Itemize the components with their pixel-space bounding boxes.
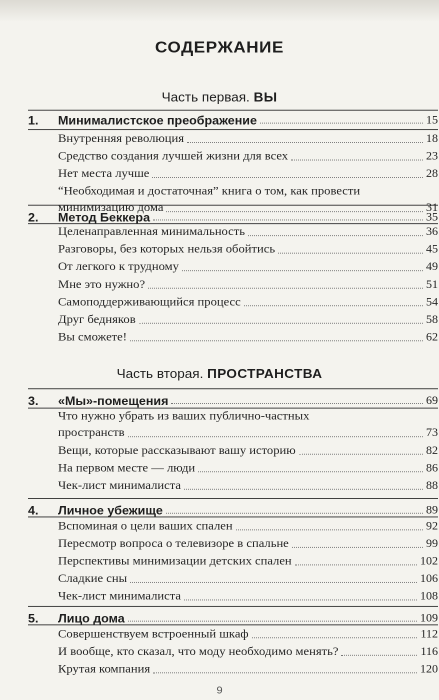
dot-leader — [292, 547, 423, 548]
page-number: 58 — [426, 312, 438, 326]
part-name: ВЫ — [253, 90, 278, 105]
page-number: 88 — [426, 478, 438, 492]
part-heading-1 — [0, 90, 439, 104]
page-number: 106 — [420, 571, 438, 585]
section-entry[interactable] — [58, 477, 438, 494]
page-number: 99 — [426, 536, 438, 550]
part-label: Часть вторая. — [116, 367, 204, 381]
section-title: От легкого к трудному — [58, 260, 179, 274]
section-title: И вообще, кто сказал, что моду необходимо менять? — [58, 644, 339, 658]
section-title: Вы сможете! — [58, 330, 127, 344]
section-entry[interactable] — [58, 148, 438, 165]
section-entry[interactable] — [58, 625, 438, 642]
page-number: 51 — [426, 277, 438, 291]
section-entry[interactable] — [58, 552, 438, 569]
page-number: 112 — [420, 627, 438, 641]
section-entry[interactable] — [58, 459, 438, 476]
page-number: 18 — [426, 131, 438, 145]
page-number: 73 — [426, 426, 438, 440]
section-entry[interactable] — [58, 293, 438, 310]
section-title: Вспоминая о цели ваших спален — [58, 519, 233, 533]
section-entry[interactable] — [58, 276, 438, 293]
chapter-number: 3. — [28, 394, 39, 408]
section-entry[interactable] — [58, 311, 438, 328]
chapter-title: Лицо дома — [58, 612, 125, 626]
page-number: 108 — [420, 589, 438, 603]
part-label: Часть первая. — [161, 90, 250, 105]
page-number: 31 — [426, 201, 438, 214]
page-number: 86 — [426, 461, 438, 475]
chapter-title: Личное убежище — [58, 504, 163, 518]
section-title-line1: Что нужно убрать из ваших публично-частных — [58, 409, 310, 423]
dot-leader — [166, 513, 423, 514]
section-title: Самоподдерживающийся процесс — [58, 295, 241, 309]
section-title: Чек-лист минималиста — [58, 589, 181, 603]
dot-leader — [236, 529, 423, 530]
dot-leader — [128, 436, 423, 437]
section-entry[interactable] — [58, 535, 438, 552]
section-entry[interactable] — [58, 517, 438, 534]
chapter-2-entry[interactable] — [28, 206, 438, 224]
section-title: Разговоры, без которых нельзя обойтись — [58, 242, 276, 256]
chapter-4-entry[interactable] — [28, 499, 438, 517]
dot-leader — [299, 454, 423, 455]
section-title: Пересмотр вопроса о телевизоре в спальне — [58, 536, 289, 550]
chapter-title: «Мы»-помещения — [58, 394, 169, 408]
chapter-number: 5. — [28, 612, 39, 626]
section-title: Нет места лучше — [58, 166, 150, 180]
section-entry[interactable] — [58, 442, 438, 459]
section-entry[interactable] — [58, 165, 438, 182]
section-title: Целенаправленная минимальность — [58, 225, 245, 238]
section-entry[interactable] — [58, 223, 438, 240]
page-number: 28 — [426, 166, 438, 180]
page-number: 45 — [426, 242, 438, 256]
section-title: пространств — [58, 426, 125, 440]
dot-leader — [341, 655, 417, 656]
section-title: Вещи, которые рассказывают вашу историю — [58, 443, 296, 457]
section-title: Мне это нужно? — [58, 277, 146, 291]
chapter-3-entry[interactable] — [28, 389, 438, 407]
dot-leader — [182, 270, 423, 271]
chapter-number: 1. — [28, 114, 39, 128]
page-number: 120 — [420, 662, 438, 676]
dot-leader — [244, 305, 423, 306]
section-title: Друг бедняков — [58, 312, 136, 326]
dot-leader — [198, 471, 423, 472]
dot-leader — [148, 288, 423, 289]
chapter-5-entry[interactable] — [28, 607, 438, 625]
section-title: Внутренняя революция — [58, 131, 185, 145]
page-number: 109 — [420, 611, 438, 625]
page-number: 69 — [426, 393, 438, 407]
dot-leader — [130, 340, 423, 341]
dot-leader — [153, 672, 417, 673]
page-number: 15 — [426, 113, 438, 127]
page-title: СОДЕРЖАНИЕ — [155, 38, 284, 57]
dot-leader — [248, 235, 423, 236]
page-number: 54 — [426, 295, 438, 309]
chapter-1-entry[interactable] — [28, 109, 438, 127]
section-title: Совершенствуем встроенный шкаф — [58, 627, 249, 641]
dot-leader — [152, 177, 423, 178]
page-number: 116 — [420, 644, 438, 658]
page-number: 35 — [426, 210, 438, 224]
dot-leader — [128, 621, 417, 622]
dot-leader — [252, 637, 418, 638]
chapter-number: 4. — [28, 504, 39, 518]
section-title: Средство создания лучшей жизни для всех — [58, 149, 289, 163]
section-divider — [28, 624, 438, 625]
page-number: 89 — [426, 503, 438, 517]
page-folio: 9 — [216, 685, 223, 697]
section-entry[interactable] — [58, 643, 438, 660]
chapter-number: 2. — [28, 211, 39, 225]
page-number: 49 — [426, 260, 438, 274]
section-entry[interactable] — [58, 424, 438, 441]
dot-leader — [187, 142, 423, 143]
section-title: Перспективы минимизации детских спален — [58, 554, 292, 568]
dot-leader — [260, 123, 423, 124]
section-title-line1: “Необходимая и достаточная” книга о том, как провести — [58, 184, 361, 198]
part-name: ПРОСТРАНСТВА — [207, 367, 323, 381]
dot-leader — [153, 220, 423, 221]
page-number: 36 — [426, 225, 438, 238]
dot-leader — [184, 489, 423, 490]
page-number: 62 — [426, 330, 438, 344]
dot-leader — [130, 582, 417, 583]
dot-leader — [295, 564, 417, 565]
chapter-title: Минималистское преображение — [58, 114, 257, 128]
part-heading-2 — [0, 367, 439, 381]
dot-leader — [171, 403, 423, 404]
section-entry[interactable] — [58, 570, 438, 587]
section-title: На первом месте — люди — [58, 461, 196, 475]
section-title: Крутая компания — [58, 662, 151, 676]
page-number: 82 — [426, 443, 438, 457]
dot-leader — [139, 323, 423, 324]
section-entry[interactable] — [58, 588, 438, 605]
page-number: 92 — [426, 519, 438, 533]
page-number: 23 — [426, 149, 438, 163]
section-entry[interactable] — [58, 258, 438, 275]
section-entry[interactable] — [58, 660, 438, 677]
page-number: 102 — [420, 554, 438, 568]
section-entry[interactable] — [58, 241, 438, 258]
dot-leader — [278, 253, 423, 254]
chapter-title: Метод Беккера — [58, 211, 151, 225]
section-title: Сладкие сны — [58, 571, 128, 585]
dot-leader — [291, 160, 423, 161]
section-entry[interactable] — [58, 328, 438, 345]
section-title: Чек-лист минималиста — [58, 478, 181, 492]
dot-leader — [184, 599, 417, 600]
section-entry[interactable] — [58, 130, 438, 147]
section-title: минимизацию дома — [58, 201, 164, 214]
